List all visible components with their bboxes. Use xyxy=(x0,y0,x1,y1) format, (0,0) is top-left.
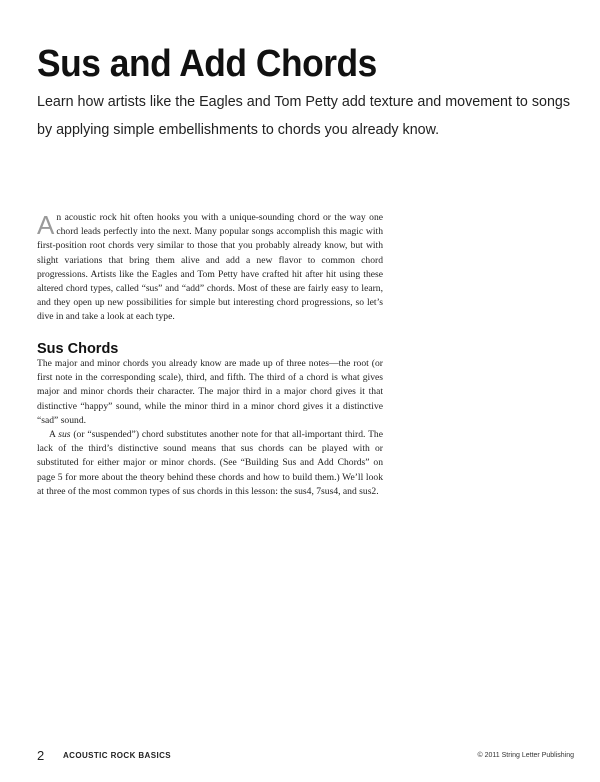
copyright-notice: © 2011 String Letter Publishing xyxy=(477,752,574,759)
page-footer xyxy=(37,748,574,764)
intro-text: n acoustic rock hit often hooks you with a unique-sounding chord or the way one chord leads perfectly into the next. Many popular songs accomplish this magic with first-position root chords very similar to those that you probably already know, but with slight variations that bring them alive and add a new flavor to common chord progressions. Artists like the Eagles and Tom Petty have crafted hit after hit using these altered chord types, called “sus” and “add” chords. Most of these are fairly easy to learn, and they open up new possibilities for simple but interesting chord progressions, so let’s dive in and take a look at each type. xyxy=(37,212,383,323)
section-heading-sus-chords: Sus Chords xyxy=(37,341,119,357)
page-number: 2 xyxy=(37,748,45,763)
drop-cap: A xyxy=(37,210,55,240)
sus-term: sus xyxy=(58,429,71,441)
page-title: Sus and Add Chords xyxy=(37,43,377,85)
book-title: ACOUSTIC ROCK BASICS xyxy=(63,751,172,760)
sus-paragraph-2-start: A xyxy=(49,429,59,441)
sus-paragraph-1: The major and minor chords you already know are made up of three notes—the root (or first note in the corresponding scale), third, and fifth. The third of a chord is what gives major and minor chords their character. The major third in a major chord gives it that distinctive “happy” sound, while the minor third in a minor chord gives it a distinctive “sad” sound. xyxy=(37,358,383,426)
sus-paragraph-2-rest: (or “suspended”) chord substitutes another note for that all-important third. The lack of the third’s distinctive sound means that sus chords can be played with or substituted for either major or minor chords. (See “Building Sus and Add Chords” on page 5 for more about the theory behind these chords and how to build them.) We’ll look at three of the most common types of sus chords in this lesson: the sus4, 7sus4, and sus2. xyxy=(37,429,383,497)
page-subtitle: Learn how artists like the Eagles and Tom Petty add texture and movement to songs by applying simple embellishments to chords you already know. xyxy=(37,94,570,138)
intro-paragraph xyxy=(37,211,383,325)
sus-paragraph-2 xyxy=(37,428,383,499)
sus-chords-body xyxy=(37,357,383,499)
